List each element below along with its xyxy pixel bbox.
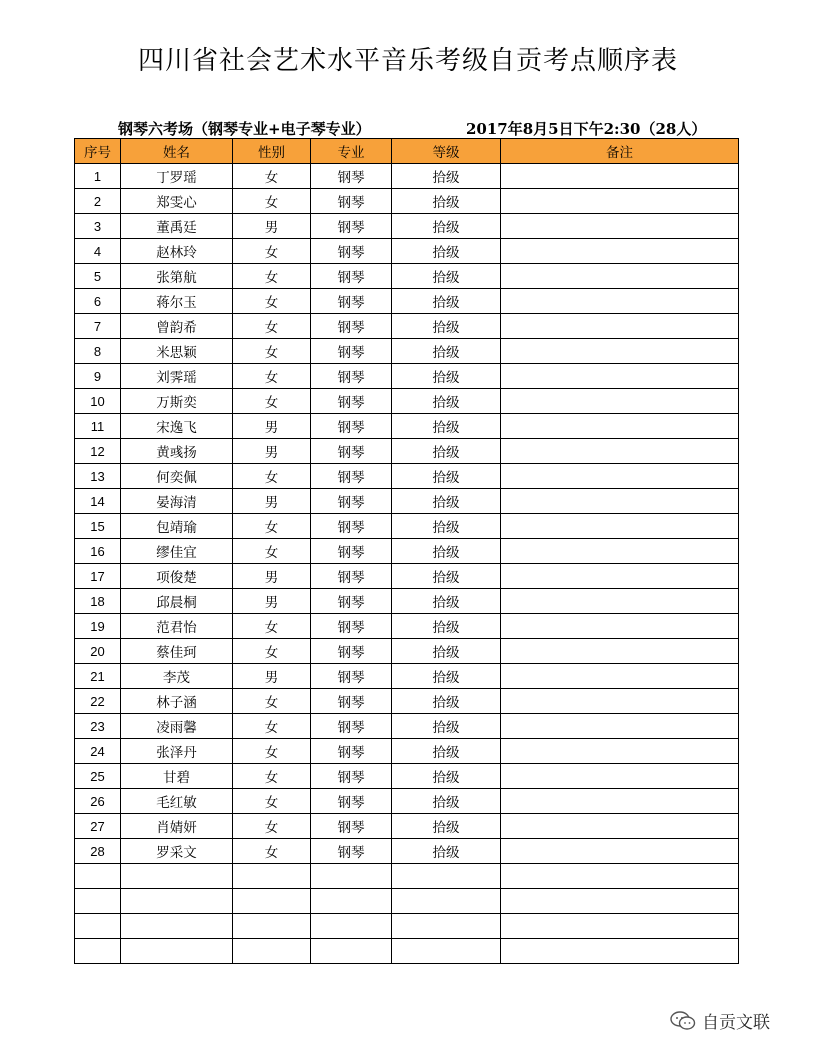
table-cell: 钢琴 [311, 289, 392, 314]
table-cell: 钢琴 [311, 414, 392, 439]
table-cell: 钢琴 [311, 789, 392, 814]
table-cell: 14 [75, 489, 121, 514]
table-cell [501, 789, 739, 814]
table-cell [501, 214, 739, 239]
table-cell: 男 [233, 589, 311, 614]
table-cell: 林子涵 [121, 689, 233, 714]
table-cell: 张泽丹 [121, 739, 233, 764]
table-cell: 女 [233, 614, 311, 639]
table-row [75, 414, 739, 439]
table-row [75, 564, 739, 589]
table-cell: 拾级 [392, 414, 501, 439]
table-cell: 20 [75, 639, 121, 664]
table-cell [501, 689, 739, 714]
table-cell: 拾级 [392, 739, 501, 764]
table-cell [311, 864, 392, 889]
table-cell: 27 [75, 814, 121, 839]
table-row [75, 389, 739, 414]
table-cell: 拾级 [392, 814, 501, 839]
table-cell: 女 [233, 339, 311, 364]
table-cell: 钢琴 [311, 539, 392, 564]
page-title: 四川省社会艺术水平音乐考级自贡考点顺序表 [137, 46, 678, 76]
table-cell: 拾级 [392, 339, 501, 364]
table-cell: 男 [233, 214, 311, 239]
table-cell: 拾级 [392, 439, 501, 464]
table-cell: 郑雯心 [121, 189, 233, 214]
table-cell: 女 [233, 539, 311, 564]
table-cell: 钢琴 [311, 464, 392, 489]
table-cell: 10 [75, 389, 121, 414]
table-cell: 拾级 [392, 639, 501, 664]
table-cell: 钢琴 [311, 364, 392, 389]
table-cell: 12 [75, 439, 121, 464]
table-cell: 女 [233, 514, 311, 539]
table-cell: 拾级 [392, 289, 501, 314]
table-cell: 女 [233, 289, 311, 314]
table-cell: 董禹廷 [121, 214, 233, 239]
table-cell: 7 [75, 314, 121, 339]
table-cell [501, 189, 739, 214]
table-cell: 钢琴 [311, 514, 392, 539]
table-cell [501, 414, 739, 439]
table-cell: 甘碧 [121, 764, 233, 789]
table-header-row [75, 139, 739, 164]
table-cell: 拾级 [392, 189, 501, 214]
table-cell: 拾级 [392, 264, 501, 289]
table-cell: 缪佳宜 [121, 539, 233, 564]
table-cell: 蔡佳珂 [121, 639, 233, 664]
table-cell: 钢琴 [311, 764, 392, 789]
table-cell [501, 614, 739, 639]
schedule-table [74, 138, 739, 964]
table-row [75, 239, 739, 264]
table-cell: 2 [75, 189, 121, 214]
table-cell: 15 [75, 514, 121, 539]
table-row [75, 464, 739, 489]
table-cell: 拾级 [392, 714, 501, 739]
table-cell: 钢琴 [311, 189, 392, 214]
table-cell: 21 [75, 664, 121, 689]
table-cell [501, 489, 739, 514]
table-cell: 女 [233, 239, 311, 264]
table-cell: 女 [233, 189, 311, 214]
table-cell [501, 364, 739, 389]
column-header: 备注 [501, 139, 739, 164]
table-cell: 拾级 [392, 789, 501, 814]
table-cell: 拾级 [392, 214, 501, 239]
table-cell: 张第航 [121, 264, 233, 289]
table-cell: 包靖瑜 [121, 514, 233, 539]
table-cell: 23 [75, 714, 121, 739]
table-cell: 拾级 [392, 839, 501, 864]
table-row [75, 739, 739, 764]
table-cell: 何奕佩 [121, 464, 233, 489]
table-row [75, 714, 739, 739]
table-row [75, 489, 739, 514]
table-cell [501, 914, 739, 939]
table-cell [501, 739, 739, 764]
table-cell: 拾级 [392, 589, 501, 614]
table-cell [501, 589, 739, 614]
table-cell [392, 889, 501, 914]
table-cell [311, 914, 392, 939]
table-cell: 拾级 [392, 539, 501, 564]
table-row [75, 614, 739, 639]
table-cell: 范君怡 [121, 614, 233, 639]
table-cell: 女 [233, 264, 311, 289]
watermark [670, 1008, 770, 1033]
table-cell: 13 [75, 464, 121, 489]
column-header: 性别 [233, 139, 311, 164]
table-row [75, 364, 739, 389]
table-cell: 钢琴 [311, 564, 392, 589]
table-cell: 24 [75, 739, 121, 764]
table-body [75, 164, 739, 964]
table-cell: 男 [233, 564, 311, 589]
table-cell [121, 939, 233, 964]
table-cell: 拾级 [392, 614, 501, 639]
table-cell: 4 [75, 239, 121, 264]
table-cell: 赵林玲 [121, 239, 233, 264]
table-cell: 钢琴 [311, 839, 392, 864]
table-cell: 5 [75, 264, 121, 289]
table-cell [501, 264, 739, 289]
table-cell: 米思颖 [121, 339, 233, 364]
table-cell: 毛红敏 [121, 789, 233, 814]
blank-row [75, 889, 739, 914]
table-cell: 曾韵希 [121, 314, 233, 339]
table-cell [501, 339, 739, 364]
table-row [75, 339, 739, 364]
table-cell: 罗采文 [121, 839, 233, 864]
table-cell: 钢琴 [311, 214, 392, 239]
table-cell: 16 [75, 539, 121, 564]
table-cell: 8 [75, 339, 121, 364]
table-cell [121, 914, 233, 939]
table-cell [75, 914, 121, 939]
table-cell [75, 864, 121, 889]
table-cell [501, 389, 739, 414]
table-cell: 女 [233, 164, 311, 189]
table-cell [501, 889, 739, 914]
table-cell: 万斯奕 [121, 389, 233, 414]
table-cell: 晏海清 [121, 489, 233, 514]
table-cell: 项俊楚 [121, 564, 233, 589]
table-row [75, 839, 739, 864]
table-cell [392, 939, 501, 964]
table-cell: 男 [233, 439, 311, 464]
table-cell: 宋逸飞 [121, 414, 233, 439]
table-cell [501, 539, 739, 564]
column-header: 等级 [392, 139, 501, 164]
table-cell: 钢琴 [311, 814, 392, 839]
table-cell [233, 864, 311, 889]
table-cell: 拾级 [392, 514, 501, 539]
table-cell: 25 [75, 764, 121, 789]
venue-label: 钢琴六考场（钢琴专业+电子琴专业） [118, 120, 371, 138]
table-cell: 钢琴 [311, 639, 392, 664]
table-cell: 拾级 [392, 464, 501, 489]
column-header: 姓名 [121, 139, 233, 164]
table-cell [501, 814, 739, 839]
table-cell [311, 889, 392, 914]
table-cell: 钢琴 [311, 439, 392, 464]
column-header: 专业 [311, 139, 392, 164]
table-cell: 拾级 [392, 564, 501, 589]
table-row [75, 514, 739, 539]
table-cell: 女 [233, 814, 311, 839]
table-row [75, 214, 739, 239]
table-cell [501, 764, 739, 789]
column-header: 序号 [75, 139, 121, 164]
table-cell: 男 [233, 414, 311, 439]
table-cell [501, 714, 739, 739]
table-cell [501, 839, 739, 864]
table-cell: 肖婧妍 [121, 814, 233, 839]
table-cell: 钢琴 [311, 389, 392, 414]
table-row [75, 314, 739, 339]
table-cell: 拾级 [392, 364, 501, 389]
table-cell: 钢琴 [311, 489, 392, 514]
table-row [75, 439, 739, 464]
table-row [75, 289, 739, 314]
table-cell: 拾级 [392, 764, 501, 789]
table-cell: 刘霁瑶 [121, 364, 233, 389]
table-cell: 女 [233, 389, 311, 414]
table-cell: 拾级 [392, 314, 501, 339]
table-cell: 女 [233, 739, 311, 764]
table-cell [501, 164, 739, 189]
table-cell: 钢琴 [311, 164, 392, 189]
table-cell [501, 464, 739, 489]
table-row [75, 814, 739, 839]
table-cell [501, 439, 739, 464]
table-cell: 22 [75, 689, 121, 714]
datetime-label: 2017年8月5日下午2:30（28人） [466, 120, 707, 138]
table-cell [75, 889, 121, 914]
table-cell: 钢琴 [311, 339, 392, 364]
table-cell: 19 [75, 614, 121, 639]
table-cell: 拾级 [392, 489, 501, 514]
blank-row [75, 939, 739, 964]
table-row [75, 189, 739, 214]
table-row [75, 764, 739, 789]
blank-row [75, 914, 739, 939]
table-cell: 丁罗瑶 [121, 164, 233, 189]
table-cell [233, 914, 311, 939]
table-cell [233, 889, 311, 914]
table-row [75, 664, 739, 689]
table-row [75, 639, 739, 664]
watermark-text: 自贡文联 [702, 1013, 770, 1033]
table-cell: 女 [233, 314, 311, 339]
table-cell: 9 [75, 364, 121, 389]
table-row [75, 589, 739, 614]
table-cell: 女 [233, 839, 311, 864]
table-cell: 拾级 [392, 239, 501, 264]
table-cell: 女 [233, 689, 311, 714]
table-cell: 钢琴 [311, 739, 392, 764]
table-cell: 3 [75, 214, 121, 239]
table-cell: 女 [233, 789, 311, 814]
table-row [75, 539, 739, 564]
table-cell: 女 [233, 364, 311, 389]
table-cell [501, 939, 739, 964]
table-cell: 蒋尔玉 [121, 289, 233, 314]
table-cell: 凌雨馨 [121, 714, 233, 739]
table-cell [501, 564, 739, 589]
table-cell: 拾级 [392, 664, 501, 689]
table-cell [501, 239, 739, 264]
table-cell: 李茂 [121, 664, 233, 689]
table-cell: 钢琴 [311, 264, 392, 289]
table-cell: 钢琴 [311, 239, 392, 264]
table-cell: 男 [233, 489, 311, 514]
table-cell [392, 864, 501, 889]
table-cell: 女 [233, 639, 311, 664]
table-cell: 黄彧扬 [121, 439, 233, 464]
table-cell: 拾级 [392, 389, 501, 414]
table-cell: 钢琴 [311, 689, 392, 714]
table-cell [501, 289, 739, 314]
table-cell: 26 [75, 789, 121, 814]
table-row [75, 689, 739, 714]
table-cell: 钢琴 [311, 614, 392, 639]
table-cell [233, 939, 311, 964]
table-row [75, 164, 739, 189]
table-cell: 6 [75, 289, 121, 314]
table-cell [311, 939, 392, 964]
table-cell: 钢琴 [311, 314, 392, 339]
table-cell [501, 664, 739, 689]
table-row [75, 789, 739, 814]
wechat-icon [670, 1011, 696, 1031]
table-cell [75, 939, 121, 964]
table-cell: 28 [75, 839, 121, 864]
table-cell [501, 864, 739, 889]
table-cell: 男 [233, 664, 311, 689]
table-cell: 女 [233, 464, 311, 489]
table-cell: 女 [233, 764, 311, 789]
table-cell: 钢琴 [311, 714, 392, 739]
table-cell: 拾级 [392, 164, 501, 189]
table-row [75, 264, 739, 289]
table-cell: 女 [233, 714, 311, 739]
table-cell: 拾级 [392, 689, 501, 714]
table-cell: 钢琴 [311, 589, 392, 614]
table-cell: 18 [75, 589, 121, 614]
table-cell [501, 314, 739, 339]
table-cell [501, 639, 739, 664]
table-cell: 11 [75, 414, 121, 439]
table-cell [501, 514, 739, 539]
table-cell: 邱晨桐 [121, 589, 233, 614]
table-cell: 17 [75, 564, 121, 589]
blank-row [75, 864, 739, 889]
table-cell: 1 [75, 164, 121, 189]
table-cell [121, 864, 233, 889]
table-cell: 钢琴 [311, 664, 392, 689]
table-cell [121, 889, 233, 914]
table-cell [392, 914, 501, 939]
